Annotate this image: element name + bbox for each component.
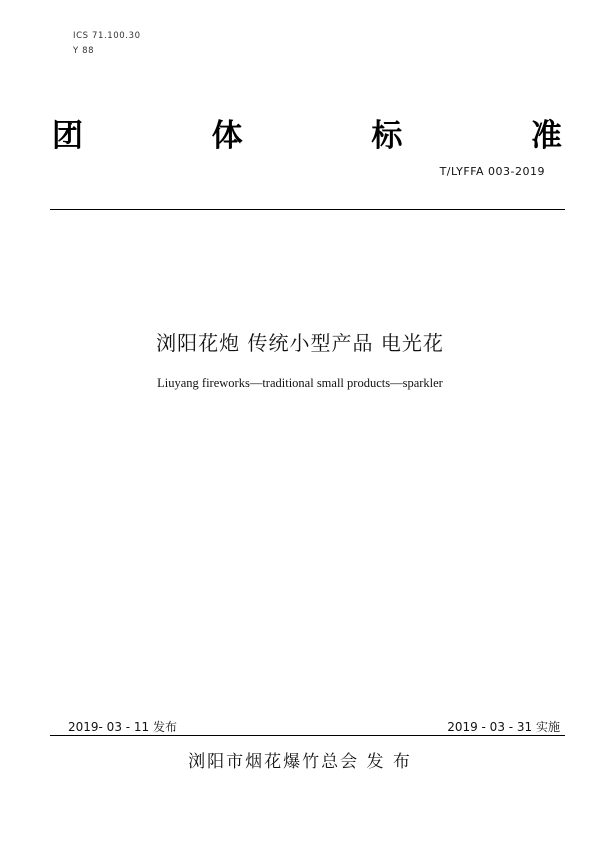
publish-date: 2019- 03 - 11 发布 <box>68 720 177 734</box>
standard-type-char-1: 团 <box>52 118 83 154</box>
title-english: Liuyang fireworks—traditional small products—sparkler <box>157 376 443 390</box>
standard-type-char-3: 标 <box>371 118 403 154</box>
ics-code: ICS 71.100.30 <box>73 31 141 41</box>
title-chinese: 浏阳花炮 传统小型产品 电光花 <box>156 331 444 355</box>
issuer: 浏阳市烟花爆竹总会 发 布 <box>188 752 412 772</box>
standard-type-char-2: 体 <box>211 118 243 154</box>
classification-code: Y 88 <box>73 46 95 56</box>
implement-date: 2019 - 03 - 31 实施 <box>447 720 560 734</box>
footer-divider <box>50 735 565 736</box>
header-divider <box>50 209 565 210</box>
standard-type-char-4: 准 <box>530 118 562 154</box>
standard-type-heading <box>52 110 562 155</box>
standard-number: T/LYFFA 003-2019 <box>439 165 545 178</box>
